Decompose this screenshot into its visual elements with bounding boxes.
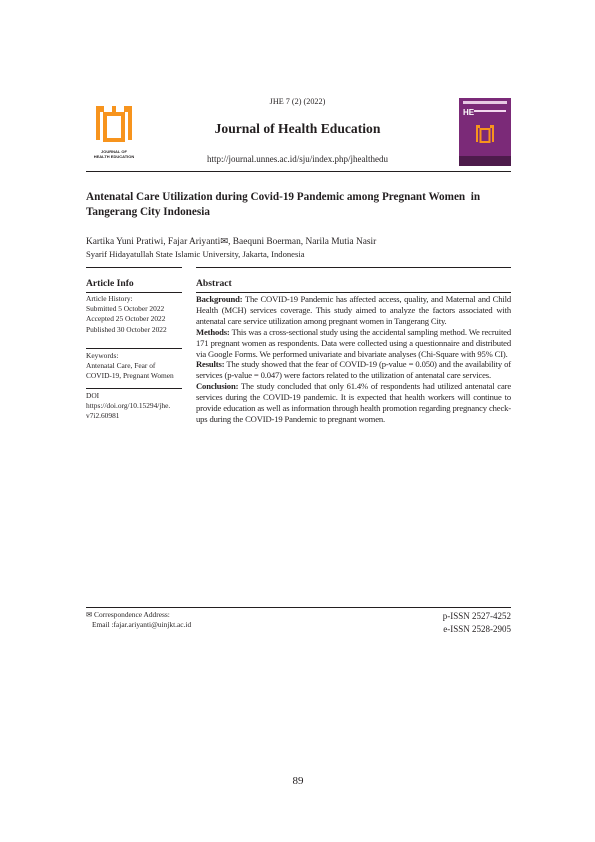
journal-cover-image bbox=[459, 98, 511, 166]
journal-url[interactable]: http://journal.unnes.ac.id/sju/index.php/jhealthedu bbox=[207, 154, 388, 164]
abstract-methods bbox=[196, 327, 511, 360]
abstract-results bbox=[196, 359, 511, 381]
cover-emblem-icon bbox=[474, 123, 496, 145]
submitted-date: Submitted 5 October 2022 bbox=[86, 304, 165, 314]
abstract-conclusion bbox=[196, 381, 511, 425]
abstract-body bbox=[196, 294, 511, 425]
issn bbox=[380, 610, 511, 636]
journal-volume: JHE 7 (2) (2022) bbox=[269, 97, 326, 106]
doi-rule bbox=[86, 388, 182, 389]
article-title-line2: Tangerang City Indonesia bbox=[86, 205, 210, 218]
conclusion-text: The study concluded that only 61.4% of respondents had utilized antenatal care services during the COVID-19 pandemic. It is expected that health workers will continue to provide education as well as information through health promotion regarding pregnancy check-ups during the COVID-19 Pandemic to pregnant women. bbox=[196, 381, 511, 424]
correspondence-label: ✉ Correspondence Address: bbox=[86, 610, 170, 619]
published-date: Published 30 October 2022 bbox=[86, 324, 167, 334]
methods-text: This was a cross-sectional study using the accidental sampling method. We recruited 171 pregnant women as respondents. Data were collected using a questionnaire and distributed via Google Forms. We performed univariate and bivariate analyses (Chi-Square with 95% CI). bbox=[196, 326, 511, 359]
keywords-rule bbox=[86, 348, 182, 349]
article-info-heading-rule bbox=[86, 292, 182, 293]
article-affiliation: Syarif Hidayatullah State Islamic University, Jakarta, Indonesia bbox=[86, 249, 305, 259]
doi-link-line1[interactable]: https://doi.org/10.15294/jhe. bbox=[86, 401, 171, 411]
journal-title: Journal of Health Education bbox=[214, 121, 381, 136]
article-info-top-rule bbox=[86, 267, 182, 268]
methods-label: Methods: bbox=[196, 326, 230, 337]
abstract-heading: Abstract bbox=[196, 278, 232, 289]
doi-label: DOI bbox=[86, 391, 100, 400]
logo-text-line1: JOURNAL OF bbox=[101, 149, 127, 154]
keywords-label: Keywords: bbox=[86, 351, 119, 360]
article-title bbox=[86, 190, 516, 219]
conclusion-label: Conclusion: bbox=[196, 381, 239, 392]
doi bbox=[86, 391, 186, 422]
background-text: The COVID-19 Pandemic has affected access, quality, and Maternal and Child Health (MCH) services coverage. This study aimed to analyze the factors associated with antenatal care service utilization among pregnant women in Tangerang City. bbox=[196, 294, 511, 326]
abstract-top-rule bbox=[196, 267, 511, 268]
article-authors: Kartika Yuni Pratiwi, Fajar Ariyanti✉, Baequni Boerman, Narila Mutia Nasir bbox=[86, 237, 377, 247]
article-history bbox=[86, 294, 186, 335]
abstract-background bbox=[196, 294, 511, 327]
background-label: Background: bbox=[196, 294, 243, 304]
article-title-line1: Antenatal Care Utilization during Covid-19 Pandemic among Pregnant Women in bbox=[86, 191, 481, 203]
keywords-line2: COVID-19, Pregnant Women bbox=[86, 371, 174, 381]
logo-emblem-icon bbox=[92, 102, 136, 146]
history-label: Article History: bbox=[86, 294, 133, 303]
footer-rule bbox=[86, 607, 511, 608]
abstract-heading-rule bbox=[196, 292, 511, 293]
doi-link-line2[interactable]: v7i2.60981 bbox=[86, 411, 120, 421]
results-text: The study showed that the fear of COVID-19 (p-value = 0.050) and the availability of services (p-value = 0.047) were factors related to the utilization of antenatal care services. bbox=[196, 359, 511, 381]
correspondence-email[interactable]: Email :fajar.ariyanti@uinjkt.ac.id bbox=[92, 620, 192, 630]
header-divider bbox=[86, 171, 511, 172]
logo-text-line2: HEALTH EDUCATION bbox=[93, 154, 135, 159]
keywords bbox=[86, 351, 186, 382]
keywords-line1: Antenatal Care, Fear of bbox=[86, 361, 156, 371]
accepted-date: Accepted 25 October 2022 bbox=[86, 314, 166, 324]
page-number: 89 bbox=[292, 775, 304, 787]
article-info-heading: Article Info bbox=[86, 278, 134, 289]
e-issn: e-ISSN 2528-2905 bbox=[443, 624, 511, 634]
cover-label: HE bbox=[463, 108, 475, 117]
results-label: Results: bbox=[196, 359, 225, 370]
correspondence bbox=[86, 610, 346, 630]
journal-logo bbox=[92, 102, 136, 166]
p-issn: p-ISSN 2527-4252 bbox=[442, 611, 511, 621]
